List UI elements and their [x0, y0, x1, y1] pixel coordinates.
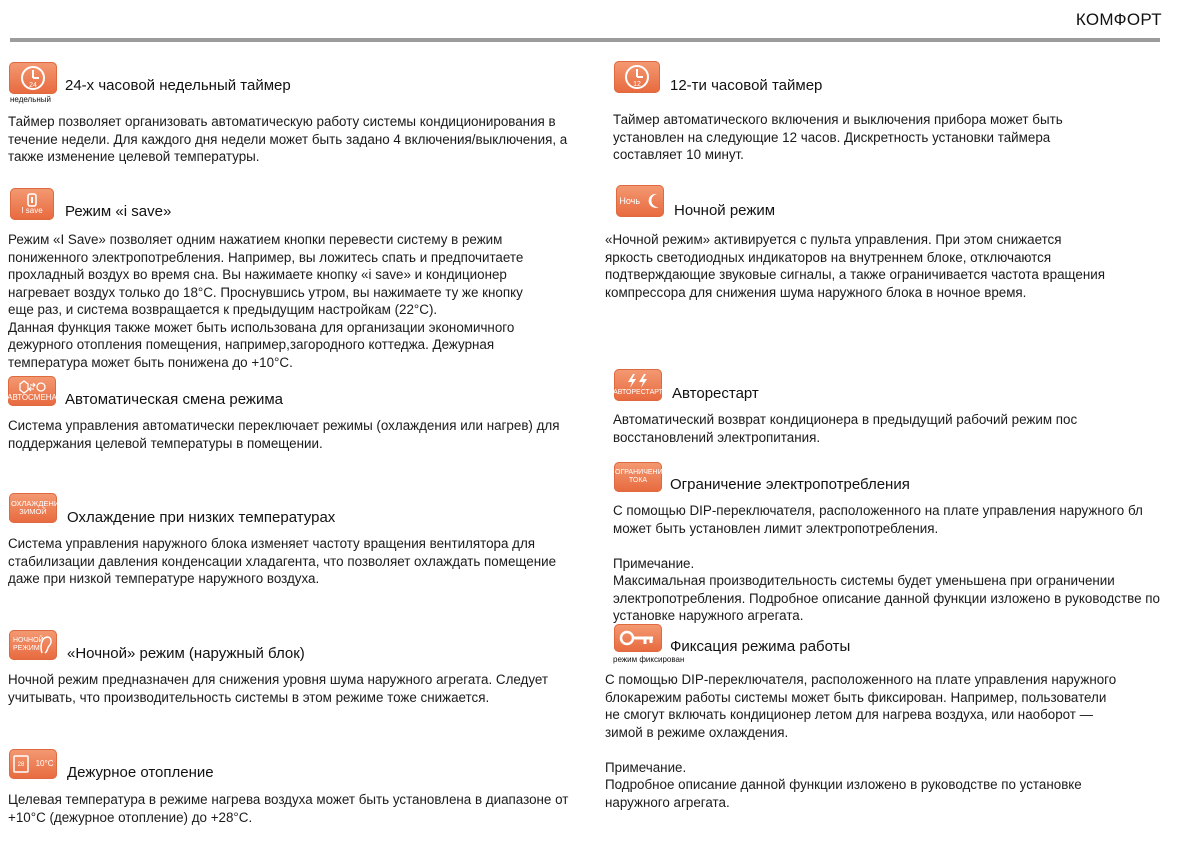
key-lock-icon [614, 624, 662, 652]
section-title: 12-ти часовой таймер [670, 77, 823, 94]
section-title: Ограничение электропотребления [670, 476, 910, 493]
standby-heating-icon [9, 749, 57, 779]
svg-text:24: 24 [29, 82, 37, 89]
section-body: «Ночной режим» активируется с пульта управления. При этом снижается яркость светодиодных индикаторов на внутреннем блоке, отключаются подтверждающие звуковые сигналы, а также ограничивается частота вращения компрессора для снижения шума наружного блока в ночное время. [605, 232, 1105, 300]
section-title: Авторестарт [672, 385, 759, 402]
section-title: 24-х часовой недельный таймер [65, 77, 291, 94]
night-outdoor-icon-label: НОЧНОЙ РЕЖИМ [13, 637, 44, 652]
mode-lock-icon-caption: режим фиксирован [613, 655, 685, 664]
section-body: Таймер автоматического включения и выключения прибора может быть установлен на следующие 12 часов. Дискретность установки таймера составляет 10 минут. [613, 112, 1063, 162]
auto-mode-change-icon [8, 376, 56, 406]
header-divider [10, 38, 1160, 42]
clock-12-icon [614, 61, 660, 93]
section-body: С помощью DIP-переключателя, расположенного на плате управления наружного блокарежим работы системы может быть фиксирован. Например, пользователи не смогут включать кондиционер летом для нагрева воздуха, или наоборот — зимой в режиме охлаждения. Примечание. Подробное описание данной функции изложено в руководстве по установке наружного агрегата. [605, 672, 1117, 810]
section-body: Система управления наружного блока изменяет частоту вращения вентилятора для стабилизации давления конденсации хладагента, что позволяет охлаждать помещение даже при низкой температуре наружного воздуха. [8, 536, 557, 586]
clock-24-icon [9, 62, 57, 94]
section-body: Таймер позволяет организовать автоматическую работу системы кондиционирования в течение недели. Для каждого дня недели может быть задано 4 включения/выключения, а также изменение целевой температуры. [8, 114, 568, 164]
auto-restart-icon [614, 369, 662, 401]
section-body: Ночной режим предназначен для снижения уровня шума наружного агрегата. Следует учитывать, что производительность системы в этом режиме тоже снижается. [8, 672, 549, 705]
section-title: Дежурное отопление [67, 764, 214, 781]
section-body: Автоматический возврат кондиционера в предыдущий рабочий режим пос восстановлений электропитания. [613, 412, 1078, 445]
section-body: С помощью DIP-переключателя, расположенного на плате управления наружного бл может быть установлен лимит электропотребления. Примечание. Максимальная производительность системы будет уменьшена при ограничении электропотребления. Подробное описание данной функции изложено в руководстве по установке наружного агрегата. [613, 503, 1160, 623]
section-body: Целевая температура в режиме нагрева воздуха может быть установлена в диапазоне от +10°C (дежурное отопление) до +28°C. [8, 792, 569, 825]
section-title: «Ночной» режим (наружный блок) [67, 645, 305, 662]
section-body: Режим «I Save» позволяет одним нажатием кнопки перевести систему в режим пониженного электропотребления. Например, вы ложитесь спать и предпочитаете прохладный воздух во время сна. Вы нажимаете кнопку «i save» и кондиционер нагревает воздух только до 18°C. Проснувшись утром, вы нажимаете ту же кнопку еще раз, и система возвращается к предыдущим настройкам (22°C). Данная функция также может быть использована для организации экономичного дежурного отопления помещения, например,загородного коттеджа. Дежурная температура может быть понижена до +10°C. [8, 232, 524, 370]
section-title: Режим «i save» [65, 203, 172, 220]
current-limit-icon-label: ОГРАНИЧЕНИЕ ТОКА [615, 469, 668, 484]
svg-text:12: 12 [633, 81, 641, 88]
winter-cooling-icon [9, 493, 65, 523]
auto-restart-icon-label: АВТОРЕСТАРТ [613, 389, 663, 396]
page-header-title: КОМФОРТ [1075, 10, 1162, 29]
section-title: Охлаждение при низких температурах [67, 509, 336, 526]
night-moon-icon-label: Ночь [619, 196, 641, 206]
current-limit-icon [614, 462, 668, 492]
winter-cooling-icon-label: ОХЛАЖДЕНИЕ ЗИМОЙ [11, 499, 65, 516]
auto-mode-icon-label: АВТОСМЕНА [7, 393, 57, 402]
night-mode-outdoor-icon [9, 630, 57, 660]
section-body: Система управления автоматически переключает режимы (охлаждения или нагрев) для поддержания целевой температуры в помещении. [8, 418, 560, 451]
section-title: Ночной режим [674, 202, 776, 219]
svg-text:28: 28 [17, 762, 24, 768]
section-title: Автоматическая смена режима [65, 391, 283, 408]
weekly-icon-caption: недельный [10, 95, 52, 104]
i-save-icon [10, 188, 54, 220]
standby-heating-icon-label: 10°C [35, 759, 54, 768]
i-save-icon-label: I save [21, 206, 43, 215]
night-moon-icon [616, 185, 664, 217]
section-title: Фиксация режима работы [670, 638, 851, 655]
